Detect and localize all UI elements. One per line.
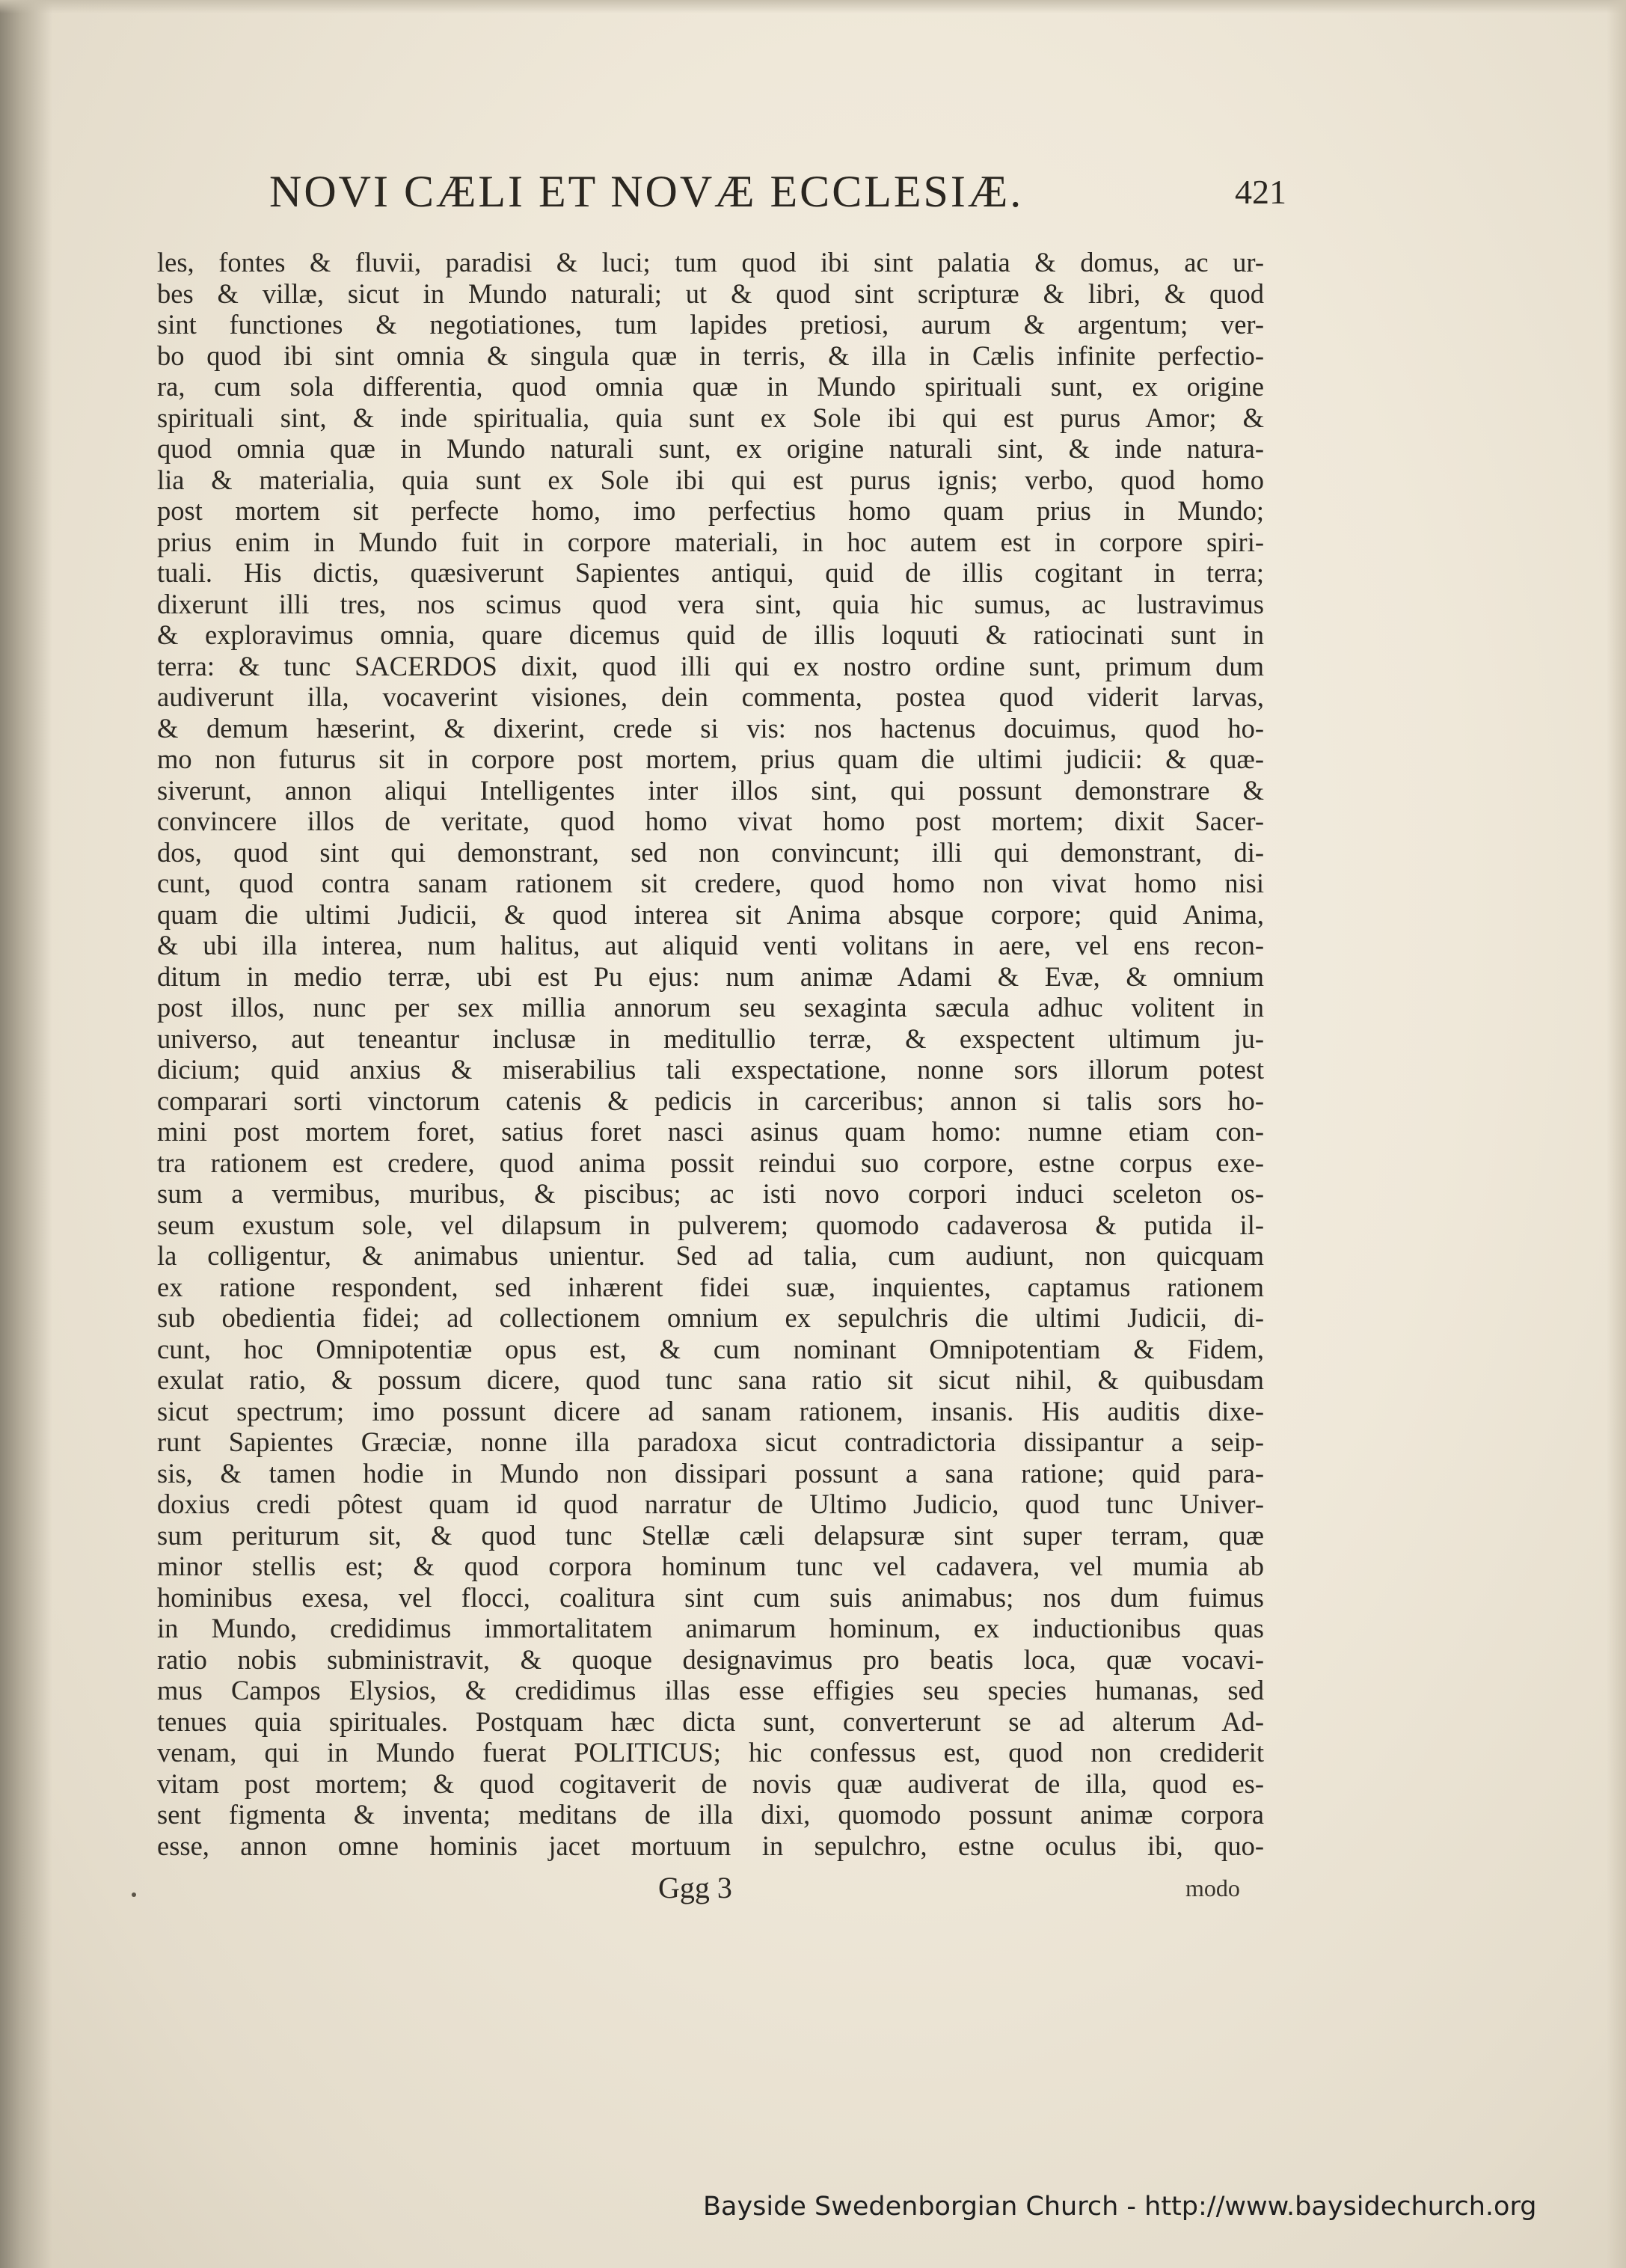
- text-line: cunt, quod contra sanam rationem sit credere, quod homo non vivat homo nisi: [157, 868, 1264, 898]
- text-line: bo quod ibi sint omnia & singula quæ in terris, & illa in Cælis infinite perfectio-: [157, 340, 1264, 371]
- text-line: tenues quia spirituales. Postquam hæc dicta sunt, converterunt se ad alterum Ad-: [157, 1705, 1264, 1737]
- text-line: comparari sorti vinctorum catenis & pedicis in carceribus; annon si talis sors ho-: [157, 1085, 1264, 1116]
- text-line: sicut spectrum; imo possunt dicere ad sanam rationem, insanis. His auditis dixe-: [157, 1395, 1264, 1426]
- text-line: tuali. His dictis, quæsiverunt Sapientes antiqui, quid de illis cogitant in terra;: [157, 557, 1264, 588]
- text-line: ra, cum sola differentia, quod omnia quæ in Mundo spirituali sunt, ex origine: [157, 371, 1264, 402]
- text-line: ditum in medio terræ, ubi est Pu ejus: num animæ Adami & Evæ, & omnium: [157, 960, 1264, 992]
- text-line: mus Campos Elysios, & credidimus illas esse effigies seu species humanas, sed: [157, 1675, 1264, 1705]
- text-line: lia & materialia, quia sunt ex Sole ibi qui est purus ignis; verbo, quod homo: [157, 464, 1264, 495]
- text-line: hominibus exesa, vel flocci, coalitura sint cum suis animabus; nos dum fuimus: [157, 1581, 1264, 1613]
- text-line: esse, annon omne hominis jacet mortuum in sepulchro, estne oculus ibi, quo-: [157, 1830, 1264, 1861]
- text-line: cunt, hoc Omnipotentiæ opus est, & cum nominant Omnipotentiam & Fidem,: [157, 1333, 1264, 1364]
- text-line: sub obedientia fidei; ad collectionem omnium ex sepulchris die ultimi Judicii, di-: [157, 1302, 1264, 1333]
- text-line: prius enim in Mundo fuit in corpore materiali, in hoc autem est in corpore spiri-: [157, 526, 1264, 557]
- text-line: sent figmenta & inventa; meditans de illa dixi, quomodo possunt animæ corpora: [157, 1799, 1264, 1830]
- page-number: 421: [1235, 173, 1286, 211]
- text-line: doxius credi pôtest quam id quod narratur de Ultimo Judicio, quod tunc Univer-: [157, 1489, 1264, 1519]
- text-line: & demum hæserint, & dixerint, crede si vis: nos hactenus docuimus, quod ho-: [157, 712, 1264, 744]
- text-line: siverunt, annon aliqui Intelligentes inter illos sint, qui possunt demonstrare &: [157, 774, 1264, 806]
- text-line: spirituali sint, & inde spiritualia, quia sunt ex Sole ibi qui est purus Amor; &: [157, 402, 1264, 433]
- text-line: sum periturum sit, & quod tunc Stellæ cæli delapsuræ sint super terram, quæ: [157, 1519, 1264, 1551]
- text-line: exulat ratio, & possum dicere, quod tunc sana ratio sit sicut nihil, & quibusdam: [157, 1364, 1264, 1395]
- text-line: tra rationem est credere, quod anima possit reindui suo corpore, estne corpus exe-: [157, 1147, 1264, 1178]
- text-line: terra: & tunc SACERDOS dixit, quod illi qui ex nostro ordine sunt, primum dum: [157, 650, 1264, 681]
- text-line: vitam post mortem; & quod cogitaverit de novis quæ audiverat de illa, quod es-: [157, 1768, 1264, 1799]
- text-line: dicium; quid anxius & miserabilius tali exspectatione, nonne sors illorum potest: [157, 1054, 1264, 1085]
- stray-ink-mark: [132, 1892, 136, 1897]
- text-line: les, fontes & fluvii, paradisi & luci; tum quod ibi sint palatia & domus, ac ur-: [157, 247, 1264, 278]
- text-line: mini post mortem foret, satius foret nasci asinus quam homo: numne etiam con-: [157, 1116, 1264, 1147]
- text-line: quod omnia quæ in Mundo naturali sunt, ex origine naturali sint, & inde natura-: [157, 433, 1264, 464]
- text-line: convincere illos de veritate, quod homo vivat homo post mortem; dixit Sacer-: [157, 806, 1264, 836]
- text-line: in Mundo, credidimus immortalitatem animarum hominum, ex inductionibus quas: [157, 1613, 1264, 1643]
- text-line: dos, quod sint qui demonstrant, sed non convincunt; illi qui demonstrant, di-: [157, 836, 1264, 868]
- text-line: la colligentur, & animabus unientur. Sed ad talia, cum audiunt, non quicquam: [157, 1240, 1264, 1271]
- text-line: audiverunt illa, vocaverint visiones, dein commenta, postea quod viderit larvas,: [157, 681, 1264, 712]
- text-line: post illos, nunc per sex millia annorum seu sexaginta sæcula adhuc volitent in: [157, 992, 1264, 1023]
- text-line: sum a vermibus, muribus, & piscibus; ac isti novo corpori induci sceleton os-: [157, 1178, 1264, 1209]
- text-line: quam die ultimi Judicii, & quod interea sit Anima absque corpore; quid Anima,: [157, 898, 1264, 930]
- binding-shadow: [0, 0, 52, 2268]
- catchword: modo: [1185, 1875, 1240, 1901]
- text-line: ratio nobis subministravit, & quoque designavimus pro beatis loca, quæ vocavi-: [157, 1643, 1264, 1675]
- text-line: bes & villæ, sicut in Mundo naturali; ut & quod sint scripturæ & libri, & quod: [157, 278, 1264, 309]
- page-top-edge: [0, 0, 1626, 13]
- text-line: minor stellis est; & quod corpora hominum tunc vel cadavera, vel mumia ab: [157, 1551, 1264, 1581]
- text-line: universo, aut teneantur inclusæ in meditullio terræ, & exspectent ultimum ju-: [157, 1023, 1264, 1054]
- page-header: [269, 166, 1286, 226]
- page-right-edge: [1607, 0, 1626, 2268]
- text-line: & ubi illa interea, num halitus, aut aliquid venti volitans in aere, vel ens recon-: [157, 930, 1264, 960]
- text-line: venam, qui in Mundo fuerat POLITICUS; hic confessus est, quod non crediderit: [157, 1737, 1264, 1768]
- text-line: dixerunt illi tres, nos scimus quod vera sint, quia hic sumus, ac lustravimus: [157, 588, 1264, 619]
- text-line: post mortem sit perfecte homo, imo perfectius homo quam prius in Mundo;: [157, 495, 1264, 526]
- watermark-text: Bayside Swedenborgian Church - http://www.baysidechurch.org: [703, 2192, 1537, 2222]
- text-line: sis, & tamen hodie in Mundo non dissipari possunt a sana ratione; quid para-: [157, 1457, 1264, 1489]
- text-line: runt Sapientes Græciæ, nonne illa paradoxa sicut contradictoria dissipantur a seip-: [157, 1426, 1264, 1457]
- running-title: NOVI CÆLI ET NOVÆ ECCLESIÆ.: [269, 167, 1024, 216]
- signature-mark: Ggg 3: [658, 1871, 732, 1904]
- text-line: seum exustum sole, vel dilapsum in pulverem; quomodo cadaverosa & putida il-: [157, 1209, 1264, 1240]
- body-text: [157, 247, 1264, 1861]
- text-line: sint functiones & negotiationes, tum lapides pretiosi, aurum & argentum; ver-: [157, 309, 1264, 340]
- text-line: & exploravimus omnia, quare dicemus quid de illis loquuti & ratiocinati sunt in: [157, 619, 1264, 650]
- text-line: mo non futurus sit in corpore post mortem, prius quam die ultimi judicii: & quæ-: [157, 744, 1264, 774]
- text-line: ex ratione respondent, sed inhærent fidei suæ, inquientes, captamus rationem: [157, 1271, 1264, 1302]
